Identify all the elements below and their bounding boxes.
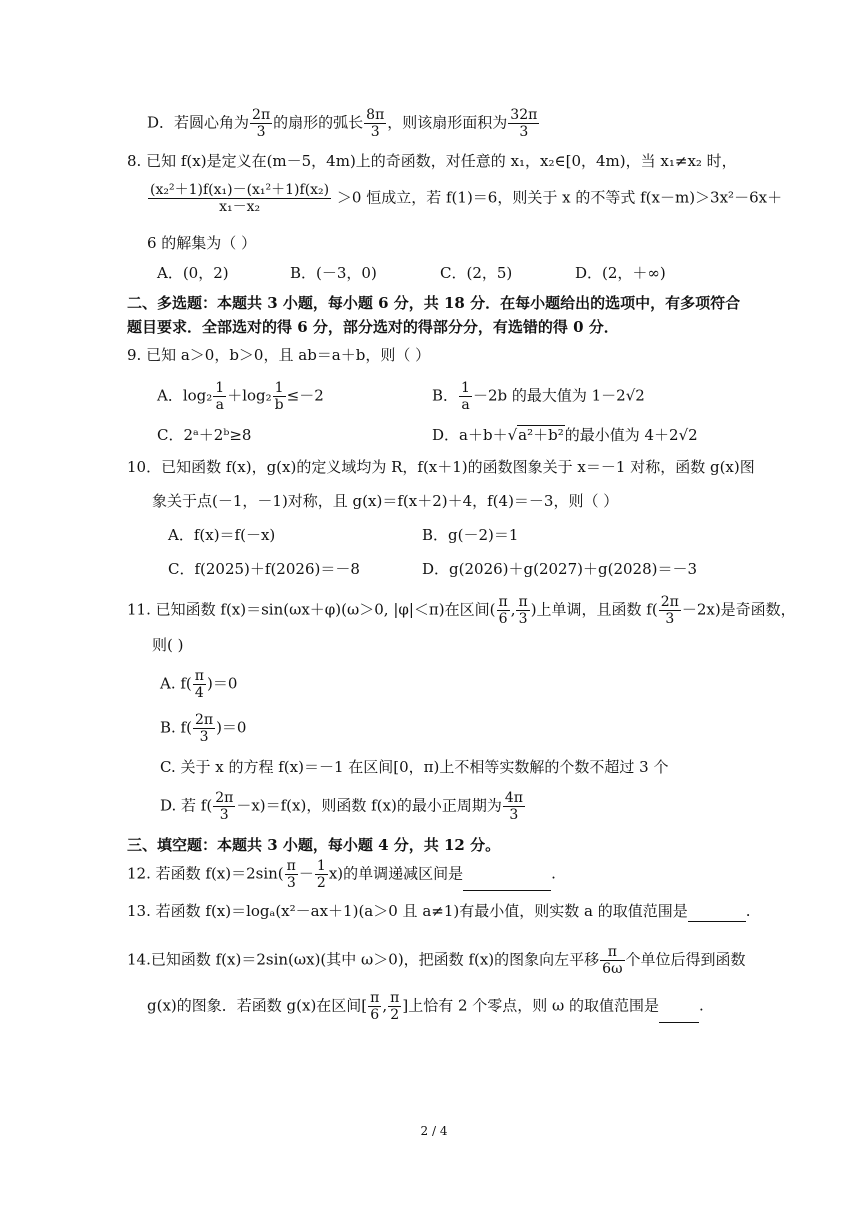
q13-text: 13. 若函数 f(x)＝logₐ(x²－ax＋1)(a＞0 且 a≠1)有最小值，则实数 a 的取值范围是 xyxy=(127,902,688,920)
fraction xyxy=(213,380,226,413)
q10-option-a: A．f(x)＝f(－x) xyxy=(168,526,276,544)
q11-stem-line1 xyxy=(127,594,796,627)
q14-text: 14.已知函数 f(x)＝2sin(ωx)(其中 ω＞0)，把函数 f(x)的图象向左平移 xyxy=(127,950,600,969)
denominator: 3 xyxy=(665,611,675,627)
q9-stem: 9. 已知 a＞0，b＞0，且 ab＝a＋b，则（ ） xyxy=(127,346,431,364)
q9-option-c: C．2ᵃ＋2ᵇ≥8 xyxy=(157,426,252,444)
fraction xyxy=(497,594,510,627)
q11-option-d xyxy=(160,790,526,823)
q11d-text: －x)＝f(x)，则函数 f(x)的最小正周期为 xyxy=(236,796,502,815)
comma: , xyxy=(382,996,388,1015)
q9d-text: 的最小值为 4＋2√2 xyxy=(564,426,698,444)
numerator: 1 xyxy=(215,380,225,396)
q11-text: )上单调，且函数 f( xyxy=(530,600,658,619)
q8-stem-line2 xyxy=(147,182,782,215)
q11d-text: D. 若 f( xyxy=(160,796,213,815)
q12-text: 12. 若函数 f(x)＝2sin( xyxy=(127,864,284,883)
numerator: 2π xyxy=(660,594,679,610)
numerator: π xyxy=(286,858,296,874)
denominator: b xyxy=(274,397,284,413)
fraction xyxy=(368,990,381,1023)
comma: , xyxy=(510,600,516,619)
q11a-text: A. f( xyxy=(160,674,192,693)
q9a-text: ＋log₂ xyxy=(227,386,272,405)
q9b-text: －2b 的最大值为 1－2√2 xyxy=(472,386,645,405)
denominator: 3 xyxy=(519,124,529,140)
fraction xyxy=(193,668,206,701)
q11a-text: )＝0 xyxy=(206,674,238,693)
fraction xyxy=(148,182,331,215)
q8-stem-line3: 6 的解集为（ ） xyxy=(147,234,257,252)
q14-text: 个单位后得到函数 xyxy=(625,950,746,969)
q11b-text: B. f( xyxy=(160,718,192,737)
q8-stem-line1: 8. 已知 f(x)是定义在(m－5，4m)上的奇函数，对任意的 x₁，x₂∈[0，4m)，当 x₁≠x₂ 时， xyxy=(127,152,737,170)
denominator: 6 xyxy=(370,1007,380,1023)
q8-option-c: C．(2，5) xyxy=(440,264,513,282)
numerator: 1 xyxy=(273,380,286,397)
fraction xyxy=(285,858,298,891)
q12-text: x)的单调递减区间是 xyxy=(328,864,464,883)
q14-line2 xyxy=(147,990,704,1023)
fraction xyxy=(516,594,529,627)
denominator: a xyxy=(461,397,470,413)
q9-option-b xyxy=(432,380,645,413)
numerator: 1 xyxy=(461,380,470,396)
section3-heading: 三、填空题：本题共 3 小题，每小题 4 分，共 12 分。 xyxy=(127,836,501,854)
denominator: 2 xyxy=(316,875,326,891)
answer-blank[interactable] xyxy=(688,905,746,922)
q10-option-c: C．f(2025)＋f(2026)＝－8 xyxy=(168,560,360,578)
q14-line1 xyxy=(127,944,746,977)
q11b-text: )＝0 xyxy=(216,718,247,737)
period: . xyxy=(745,902,751,920)
q11-text: －2x)是奇函数， xyxy=(681,600,796,619)
q8-text: ＞0 恒成立，若 f(1)＝6，则关于 x 的不等式 f(x－m)＞3x²－6x＋ xyxy=(336,188,783,207)
fraction xyxy=(213,790,235,823)
q11-option-a xyxy=(160,668,237,701)
answer-blank[interactable] xyxy=(659,1006,699,1023)
fraction xyxy=(193,712,215,745)
numerator: π xyxy=(518,594,528,610)
q9-option-a xyxy=(157,380,324,413)
denominator: x₁－x₂ xyxy=(219,199,261,215)
fraction xyxy=(273,380,286,413)
denominator: 3 xyxy=(286,875,296,891)
q8-option-a: A．(0，2) xyxy=(157,264,229,282)
numerator: 2π xyxy=(194,712,214,728)
section2-heading: 二、多选题：本题共 3 小题，每小题 6 分，共 18 分．在每小题给出的选项中，有多项符合 xyxy=(127,294,741,312)
q7d-label: D．若圆心角为 xyxy=(147,113,250,132)
denominator: 3 xyxy=(256,124,266,140)
period: . xyxy=(699,996,704,1015)
q9-option-d: D．a＋b＋√a²＋b²的最小值为 4＋2√2 xyxy=(432,426,698,444)
denominator: a xyxy=(215,397,224,413)
denominator: 2 xyxy=(390,1007,400,1023)
numerator: π xyxy=(390,990,400,1006)
fraction xyxy=(315,858,328,891)
numerator: π xyxy=(194,668,204,684)
q11-option-b xyxy=(160,712,246,745)
numerator: 8π xyxy=(366,107,385,123)
fraction xyxy=(600,944,624,977)
numerator: 2π xyxy=(215,790,234,806)
q14-text: g(x)的图象．若函数 g(x)在区间[ xyxy=(147,996,368,1015)
answer-blank[interactable] xyxy=(463,874,551,891)
numerator: 32π xyxy=(510,107,538,123)
q10-stem-line1: 10．已知函数 f(x)，g(x)的定义域均为 R，f(x＋1)的函数图象关于 x＝－1 对称，函数 g(x)图 xyxy=(127,458,755,476)
q12-text: － xyxy=(298,864,314,883)
q7d-text: 的扇形的弧长 xyxy=(273,113,364,132)
q10-option-b: B．g(－2)＝1 xyxy=(422,526,519,544)
denominator: 3 xyxy=(518,611,528,627)
q14-text: ]上恰有 2 个零点，则 ω 的取值范围是 xyxy=(402,996,660,1015)
denominator: 3 xyxy=(199,729,209,745)
q9a-text: A．log₂ xyxy=(157,386,213,405)
numerator: π xyxy=(370,990,380,1006)
q10-option-d: D．g(2026)＋g(2027)＋g(2028)＝－3 xyxy=(422,560,698,578)
q11-text: 11. 已知函数 f(x)＝sin(ωx＋φ)(ω＞0, |φ|＜π)在区间( xyxy=(127,600,496,619)
q9a-text: ≤－2 xyxy=(286,386,324,405)
q12 xyxy=(127,858,556,891)
q10-stem-line2: 象关于点(－1，－1)对称，且 g(x)＝f(x＋2)＋4，f(4)＝－3，则（ ） xyxy=(152,492,619,510)
page-number: 2 / 4 xyxy=(420,1124,448,1138)
numerator: 4π xyxy=(504,790,523,806)
q9d-text: D．a＋b＋ xyxy=(432,426,508,444)
numerator: π xyxy=(600,944,624,961)
q13 xyxy=(127,900,751,922)
denominator: 4 xyxy=(194,685,204,701)
denominator: 3 xyxy=(219,807,229,823)
q11-option-c: C. 关于 x 的方程 f(x)＝－1 在区间[0，π)上不相等实数解的个数不超过 3 个 xyxy=(160,758,669,776)
numerator: π xyxy=(498,594,508,610)
fraction xyxy=(503,790,525,823)
period: . xyxy=(551,864,556,883)
numerator: 2π xyxy=(252,107,271,123)
fraction xyxy=(364,107,386,140)
q8-option-b: B．(－3，0) xyxy=(290,264,377,282)
denominator: 6 xyxy=(498,611,508,627)
fraction xyxy=(250,107,272,140)
denominator: 3 xyxy=(370,124,380,140)
numerator: 1 xyxy=(316,858,326,874)
sqrt-radicand: a²＋b² xyxy=(518,426,564,444)
q7d-text: ，则该扇形面积为 xyxy=(387,113,508,132)
denominator: 3 xyxy=(509,807,519,823)
q11-stem-line2: 则( ) xyxy=(152,636,184,654)
numerator: (x₂²＋1)f(x₁)－(x₁²＋1)f(x₂) xyxy=(150,182,330,198)
q9b-text: B． xyxy=(432,386,459,405)
fraction xyxy=(659,594,681,627)
fraction xyxy=(508,107,539,140)
q7-option-d xyxy=(147,107,540,140)
fraction xyxy=(459,380,472,413)
fraction xyxy=(388,990,401,1023)
section2-heading-cont: 题目要求．全部选对的得 6 分，部分选对的得部分分，有选错的得 0 分． xyxy=(127,318,619,336)
denominator: 6ω xyxy=(602,961,623,977)
q8-option-d: D．(2，＋∞) xyxy=(575,264,666,282)
